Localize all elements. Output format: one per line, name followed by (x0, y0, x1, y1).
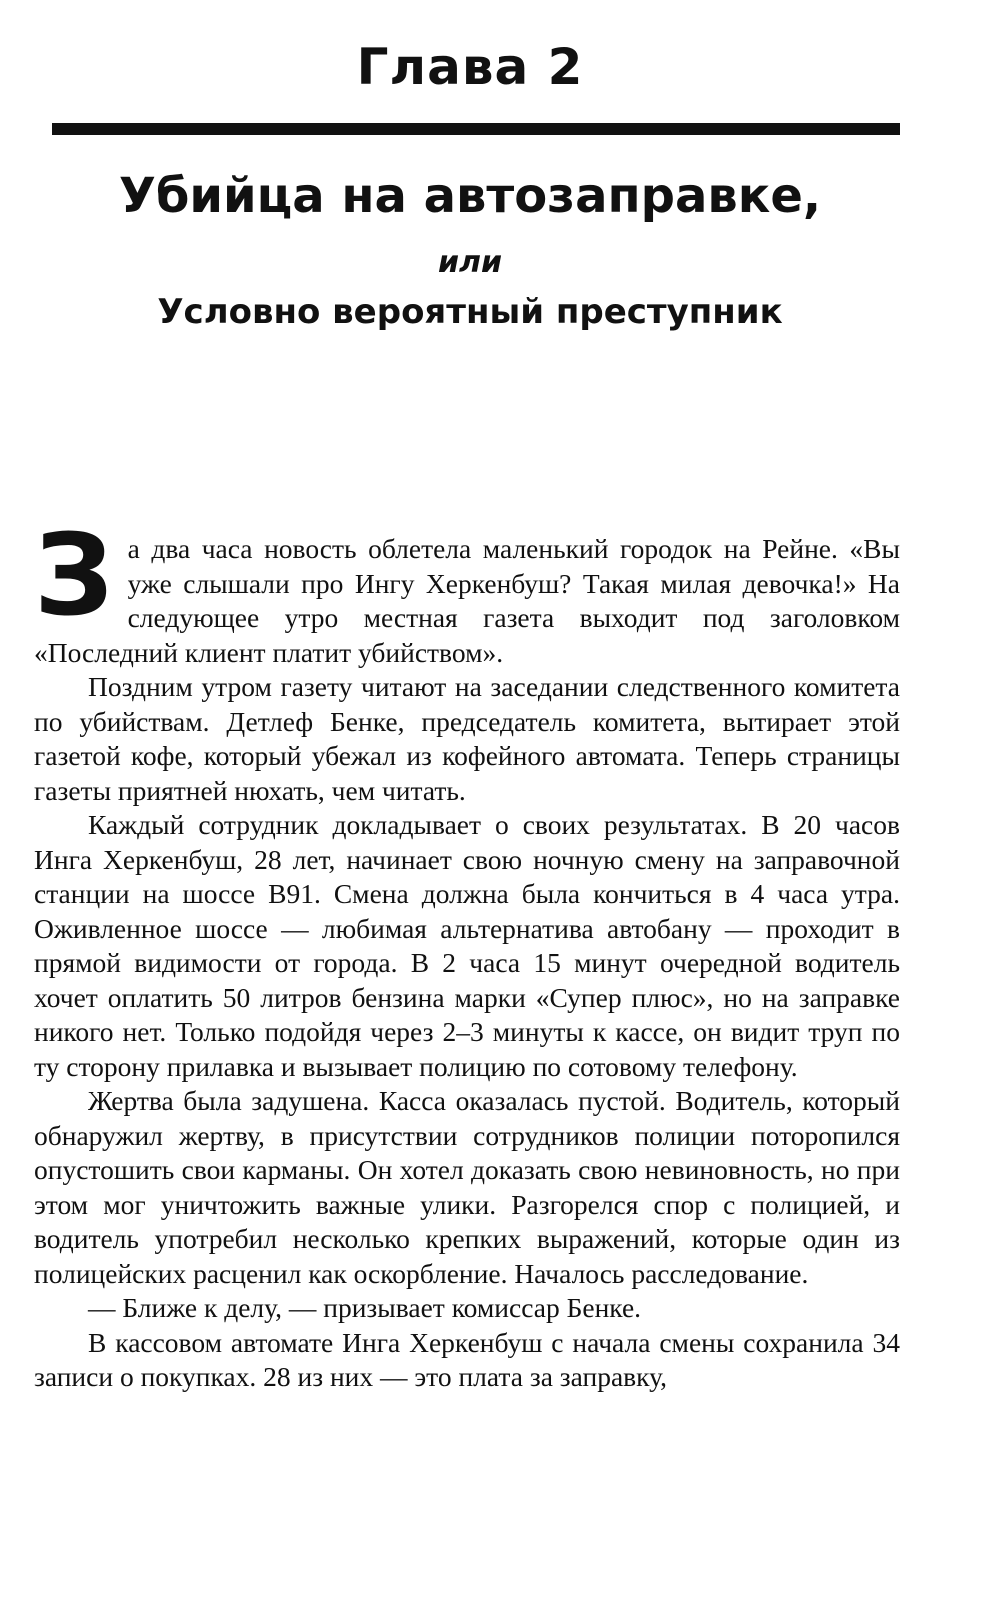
drop-cap: З (34, 511, 114, 641)
paragraph (34, 511, 900, 670)
paragraph: Каждый сотрудник докладывает о своих результатах. В 20 часов Инга Херкенбуш, 28 лет, начинает свою ночную смену на заправочной станции на шоссе B91. Смена должна была кончиться в 4 часа утра. Оживленное шоссе — любимая альтернатива автобану — проходит в прямой видимости от города. В 2 часа 15 минут очередной водитель хочет оплатить 50 литров бензина марки «Супер плюс», но на заправке никого нет. Только подойдя через 2–3 минуты к кассе, он видит труп по ту сторону прилавка и вызывает полицию по сотовому телефону. (34, 809, 900, 1082)
paragraph: В кассовом автомате Инга Херкенбуш с начала смены сохранила 34 записи о покупках. 28 из них — это плата за заправку, (34, 1326, 900, 1392)
chapter-title: Убийца на автозаправке, (118, 168, 822, 224)
paragraph: Жертва была задушена. Касса оказалась пустой. Водитель, который обнаружил жертву, в присутствии сотрудников полиции поторопился опустошить свои карманы. Он хотел доказать свою невиновность, но при этом мог уничтожить важные улики. Разгорелся спор с полицией, и водитель употребил несколько крепких выражений, которые один из полицейских расценил как оскорбление. Началось расследование. (34, 1085, 900, 1289)
title-divider (52, 123, 900, 135)
body-text (34, 511, 900, 1395)
paragraph: — Ближе к делу, — призывает комиссар Бенке. (88, 1292, 642, 1323)
paragraph-text: а два часа новость облетела маленький городок на Рейне. «Вы уже слышали про Ингу Херкенбуш? Такая милая девочка!» На следующее утро местная газета выходит под заголовком «Последний клиент платит убийством». (34, 533, 900, 668)
paragraph: Поздним утром газету читают на заседании следственного комитета по убийствам. Детлеф Бенке, председатель комитета, вытирает этой газетой кофе, который убежал из кофейного автомата. Теперь страницы газеты приятней нюхать, чем читать. (34, 671, 900, 806)
title-connector: или (437, 245, 502, 280)
chapter-label: Глава 2 (356, 38, 584, 96)
chapter-subtitle: Условно вероятный преступник (157, 292, 783, 332)
